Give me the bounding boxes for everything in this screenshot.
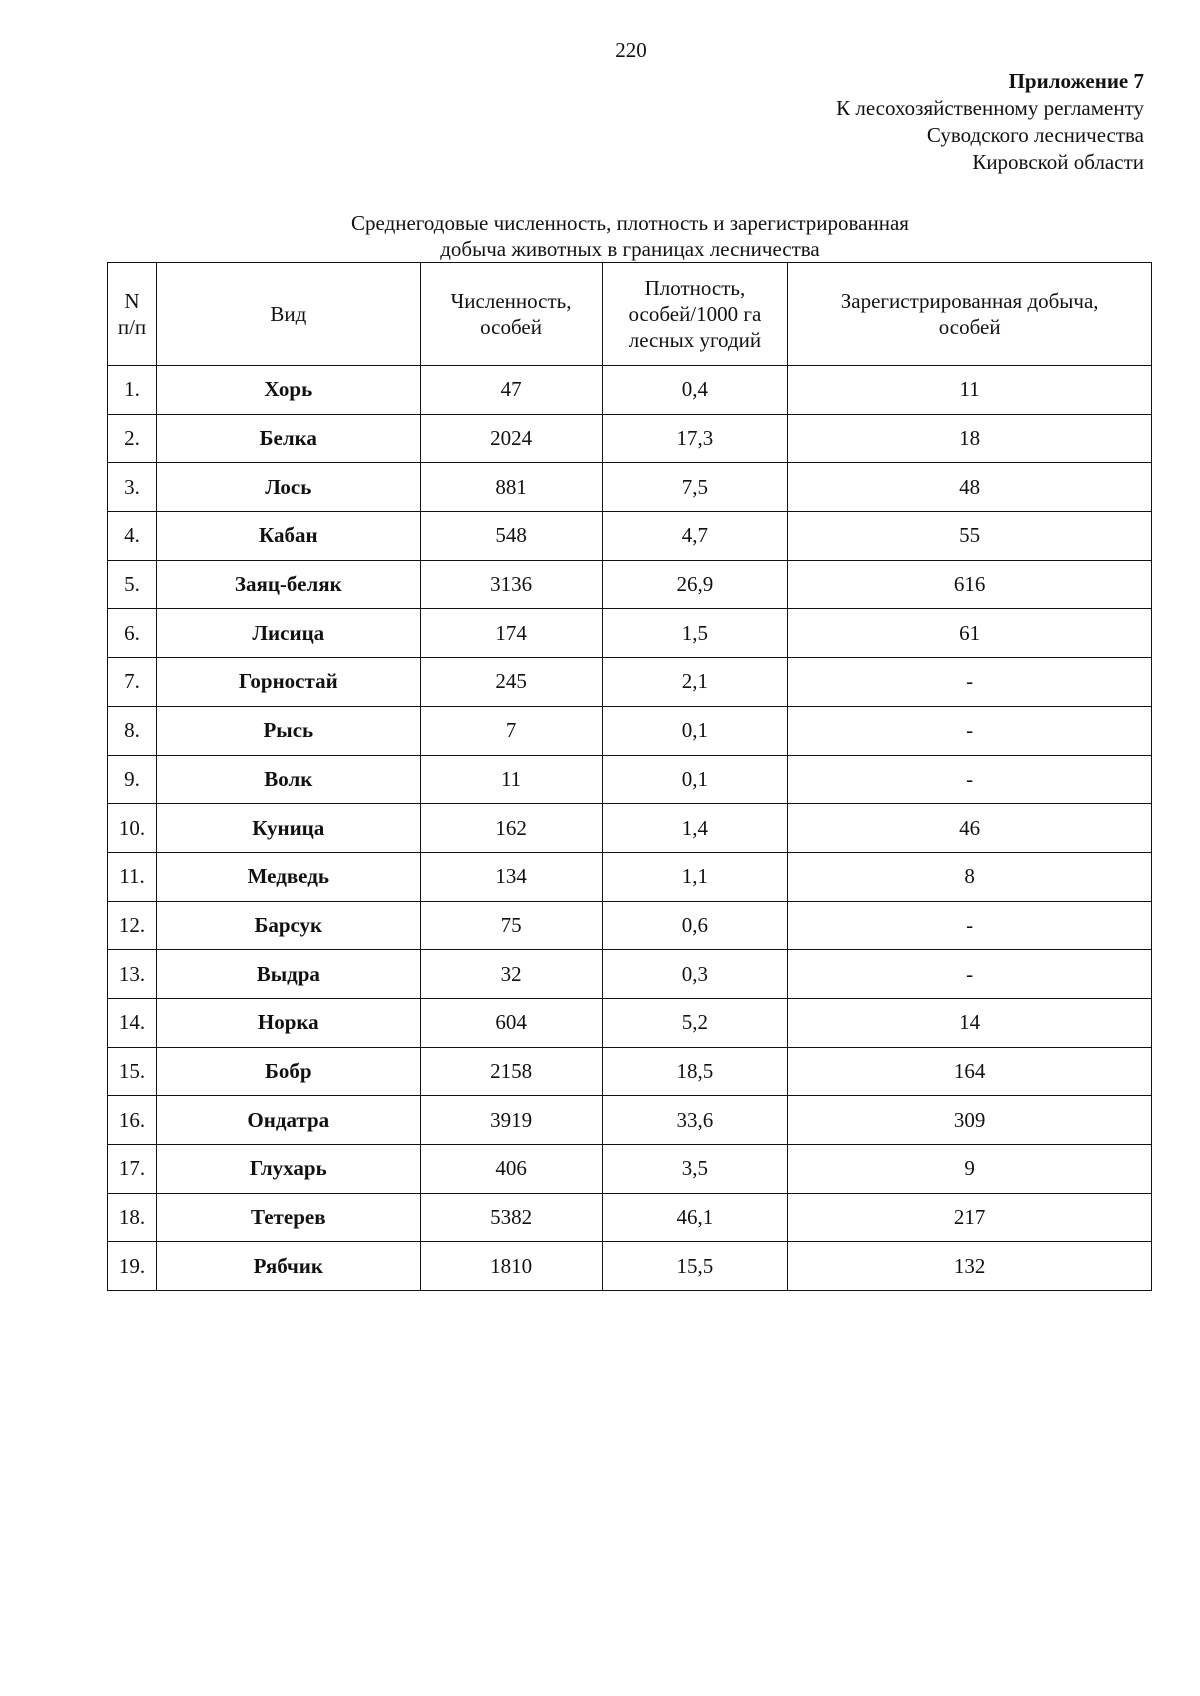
cell-number: 8. (108, 706, 157, 755)
cell-count: 3919 (420, 1096, 602, 1145)
cell-number: 10. (108, 804, 157, 853)
cell-harvest: 132 (788, 1242, 1152, 1291)
header-number (108, 263, 157, 366)
cell-species: Хорь (156, 366, 420, 415)
cell-number: 1. (108, 366, 157, 415)
cell-species: Куница (156, 804, 420, 853)
cell-species: Медведь (156, 852, 420, 901)
cell-count: 7 (420, 706, 602, 755)
table-row (108, 852, 1152, 901)
cell-species: Кабан (156, 512, 420, 561)
table-row (108, 950, 1152, 999)
cell-density: 5,2 (602, 998, 788, 1047)
cell-harvest: - (788, 658, 1152, 707)
appendix-line: Суводского лесничества (926, 123, 1144, 147)
cell-species: Барсук (156, 901, 420, 950)
document-title (200, 210, 1060, 262)
table-row (108, 658, 1152, 707)
cell-number: 11. (108, 852, 157, 901)
cell-count: 32 (420, 950, 602, 999)
cell-species: Тетерев (156, 1193, 420, 1242)
cell-number: 6. (108, 609, 157, 658)
cell-count: 134 (420, 852, 602, 901)
wildlife-table (107, 262, 1152, 1291)
header-line: Плотность, (644, 276, 746, 300)
cell-harvest: 164 (788, 1047, 1152, 1096)
cell-species: Бобр (156, 1047, 420, 1096)
cell-density: 33,6 (602, 1096, 788, 1145)
table-row (108, 1242, 1152, 1291)
cell-harvest: 309 (788, 1096, 1152, 1145)
cell-number: 9. (108, 755, 157, 804)
cell-number: 19. (108, 1242, 157, 1291)
appendix-block (836, 68, 1144, 176)
cell-harvest: - (788, 901, 1152, 950)
header-line: Численность, (450, 289, 572, 313)
cell-species: Горностай (156, 658, 420, 707)
appendix-line: Кировской области (972, 150, 1144, 174)
cell-number: 3. (108, 463, 157, 512)
cell-harvest: 217 (788, 1193, 1152, 1242)
cell-count: 245 (420, 658, 602, 707)
cell-density: 0,1 (602, 706, 788, 755)
table-header-row (108, 263, 1152, 366)
cell-harvest: 11 (788, 366, 1152, 415)
header-line: п/п (117, 315, 147, 339)
cell-number: 13. (108, 950, 157, 999)
cell-harvest: 9 (788, 1145, 1152, 1194)
cell-harvest: 48 (788, 463, 1152, 512)
cell-species: Рысь (156, 706, 420, 755)
appendix-title: Приложение 7 (1008, 69, 1144, 93)
cell-count: 11 (420, 755, 602, 804)
appendix-line: К лесохозяйственному регламенту (836, 96, 1144, 120)
cell-density: 17,3 (602, 414, 788, 463)
table-row (108, 366, 1152, 415)
cell-count: 1810 (420, 1242, 602, 1291)
cell-harvest: 18 (788, 414, 1152, 463)
table-row (108, 706, 1152, 755)
cell-number: 15. (108, 1047, 157, 1096)
cell-count: 604 (420, 998, 602, 1047)
cell-count: 75 (420, 901, 602, 950)
cell-count: 2158 (420, 1047, 602, 1096)
header-line: особей (938, 315, 1001, 339)
cell-species: Норка (156, 998, 420, 1047)
document-title-line: добыча животных в границах лесничества (440, 237, 820, 261)
cell-count: 47 (420, 366, 602, 415)
cell-count: 548 (420, 512, 602, 561)
table-row (108, 1047, 1152, 1096)
cell-number: 2. (108, 414, 157, 463)
header-count (420, 263, 602, 366)
cell-density: 1,1 (602, 852, 788, 901)
cell-harvest: - (788, 706, 1152, 755)
header-line: Зарегистрированная добыча, (840, 289, 1099, 313)
cell-count: 162 (420, 804, 602, 853)
table-row (108, 1145, 1152, 1194)
cell-harvest: 616 (788, 560, 1152, 609)
cell-number: 7. (108, 658, 157, 707)
cell-harvest: 46 (788, 804, 1152, 853)
header-line: лесных угодий (628, 328, 762, 352)
cell-density: 7,5 (602, 463, 788, 512)
cell-species: Лось (156, 463, 420, 512)
cell-density: 0,3 (602, 950, 788, 999)
cell-density: 18,5 (602, 1047, 788, 1096)
cell-number: 16. (108, 1096, 157, 1145)
table-row (108, 560, 1152, 609)
cell-count: 881 (420, 463, 602, 512)
document-title-line: Среднегодовые численность, плотность и зарегистрированная (351, 211, 909, 235)
cell-species: Глухарь (156, 1145, 420, 1194)
cell-species: Заяц-беляк (156, 560, 420, 609)
table-body (108, 366, 1152, 1291)
table-row (108, 1096, 1152, 1145)
cell-species: Ондатра (156, 1096, 420, 1145)
cell-density: 46,1 (602, 1193, 788, 1242)
cell-number: 4. (108, 512, 157, 561)
cell-density: 2,1 (602, 658, 788, 707)
table-row (108, 804, 1152, 853)
header-line: Вид (270, 302, 307, 326)
cell-count: 2024 (420, 414, 602, 463)
cell-density: 26,9 (602, 560, 788, 609)
cell-number: 5. (108, 560, 157, 609)
page-number: 220 (615, 38, 647, 62)
table-row (108, 755, 1152, 804)
header-line: особей (480, 315, 542, 339)
header-line: особей/1000 га (628, 302, 762, 326)
table-row (108, 512, 1152, 561)
table-row (108, 901, 1152, 950)
cell-count: 406 (420, 1145, 602, 1194)
cell-number: 18. (108, 1193, 157, 1242)
cell-species: Лисица (156, 609, 420, 658)
cell-count: 5382 (420, 1193, 602, 1242)
cell-species: Волк (156, 755, 420, 804)
header-density (602, 263, 788, 366)
table-row (108, 998, 1152, 1047)
cell-density: 4,7 (602, 512, 788, 561)
header-line: N (124, 289, 140, 313)
cell-density: 0,1 (602, 755, 788, 804)
cell-species: Выдра (156, 950, 420, 999)
cell-density: 0,4 (602, 366, 788, 415)
cell-density: 0,6 (602, 901, 788, 950)
cell-count: 3136 (420, 560, 602, 609)
cell-number: 17. (108, 1145, 157, 1194)
cell-harvest: 55 (788, 512, 1152, 561)
cell-density: 15,5 (602, 1242, 788, 1291)
table-row (108, 609, 1152, 658)
cell-harvest: - (788, 950, 1152, 999)
cell-harvest: 14 (788, 998, 1152, 1047)
cell-count: 174 (420, 609, 602, 658)
cell-species: Белка (156, 414, 420, 463)
cell-number: 14. (108, 998, 157, 1047)
cell-density: 1,4 (602, 804, 788, 853)
header-harvest (788, 263, 1152, 366)
table-row (108, 463, 1152, 512)
cell-number: 12. (108, 901, 157, 950)
cell-species: Рябчик (156, 1242, 420, 1291)
cell-harvest: 61 (788, 609, 1152, 658)
header-species (156, 263, 420, 366)
cell-harvest: 8 (788, 852, 1152, 901)
cell-harvest: - (788, 755, 1152, 804)
table-row (108, 414, 1152, 463)
cell-density: 1,5 (602, 609, 788, 658)
table-row (108, 1193, 1152, 1242)
cell-density: 3,5 (602, 1145, 788, 1194)
